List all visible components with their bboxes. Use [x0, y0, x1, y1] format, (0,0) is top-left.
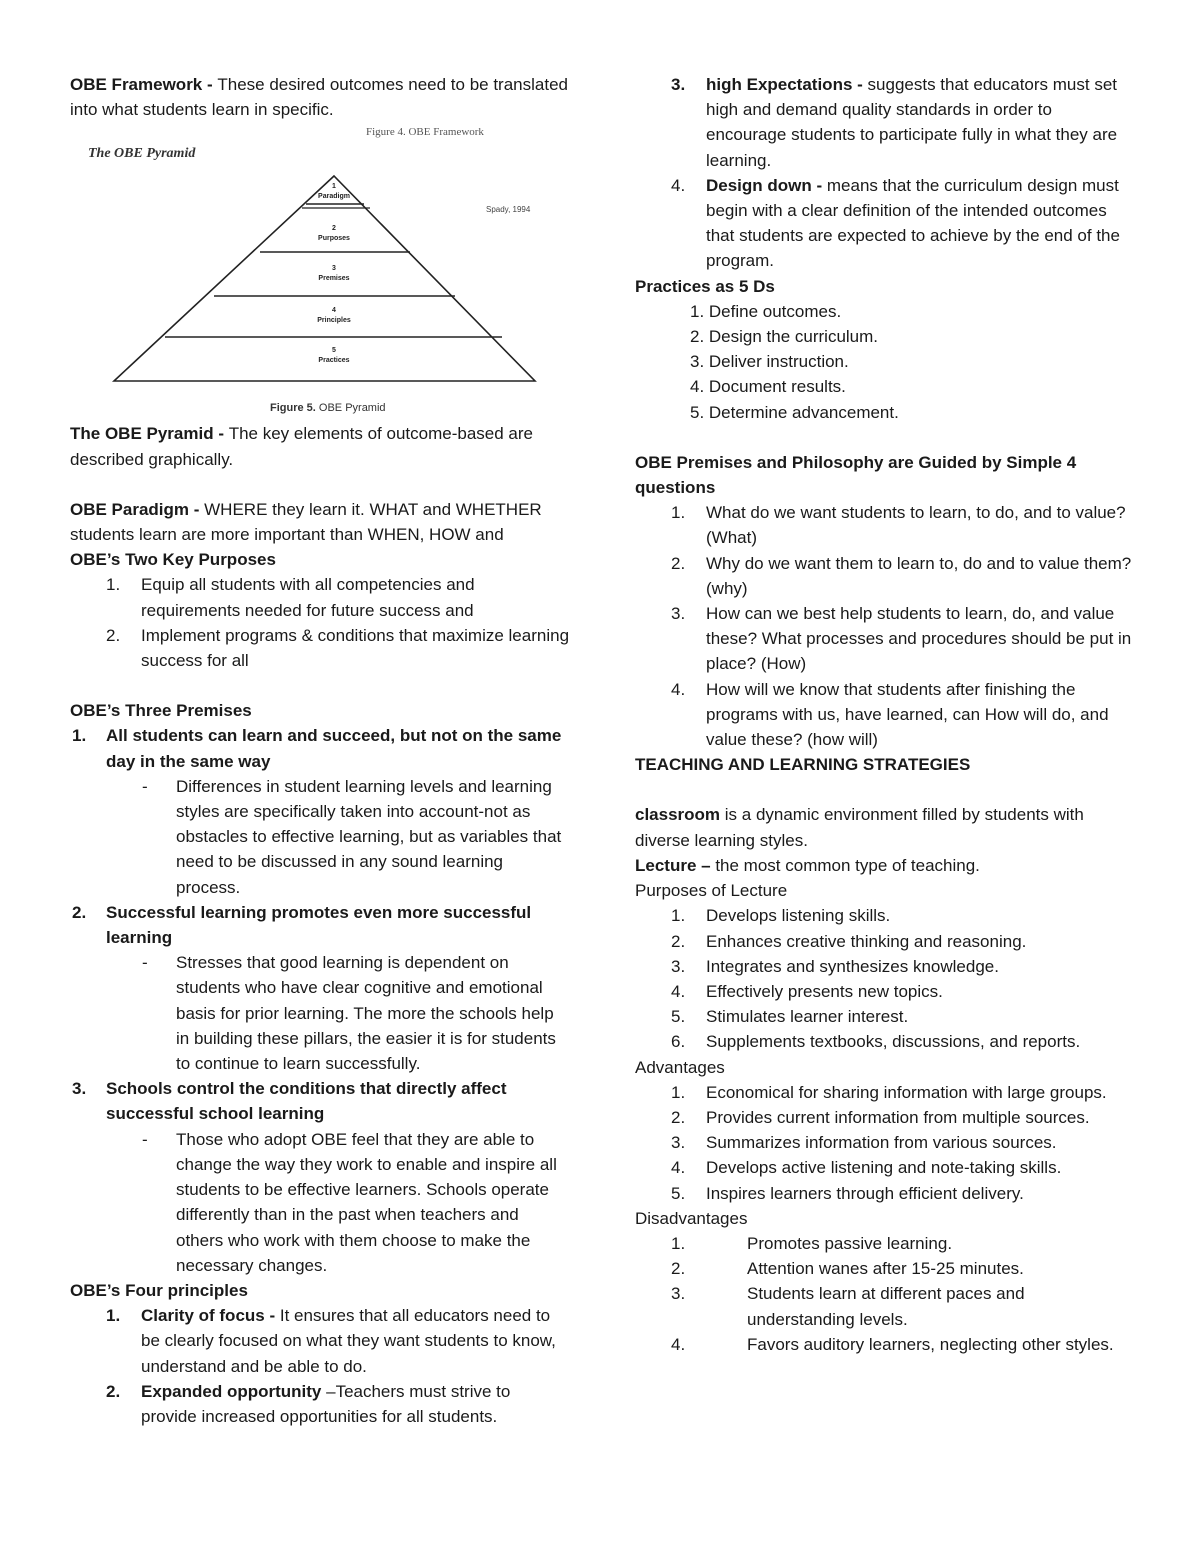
principles-heading: OBE’s Four principles [70, 1280, 248, 1300]
principle-item: 3. high Expectations - suggests that educators must set high and demand quality standards in order to encourage students to participate fully in what they are learning. [671, 75, 1118, 170]
tier-1: 1 Paradigm [318, 183, 350, 201]
premise-detail: - Stresses that good learning is dependent on students who have clear cognitive and emotional basis for prior learning. The more the schools help in building these pillars, the easier it is for students to continue to learn successfully. [142, 953, 556, 1074]
framework-paragraph [70, 72, 570, 122]
list-item: 4. Document results. [690, 377, 846, 397]
premise-item: 2. Successful learning promotes even more successful learning [72, 902, 532, 948]
list-item: 6. Supplements textbooks, discussions, and reports. [671, 1032, 1081, 1052]
lecture-paragraph: Lecture – the most common type of teaching. [635, 855, 980, 875]
list-item: 5. Inspires learners through efficient delivery. [671, 1183, 1024, 1203]
framework-label: OBE Framework - [70, 75, 218, 94]
advantages-heading: Advantages [635, 1057, 725, 1077]
list-item: 3. Deliver instruction. [690, 352, 849, 372]
question-item: 1. What do we want students to learn, to do, and to value? (What) [671, 503, 1126, 548]
figure-source: Spady, 1994 [486, 205, 531, 215]
disadvantages-heading: Disadvantages [635, 1208, 748, 1228]
practices-heading: Practices as 5 Ds [635, 276, 775, 296]
principle-item: 2. Expanded opportunity –Teachers must strive to provide increased opportunities for all students. [106, 1381, 511, 1426]
list-item: 5. Determine advancement. [690, 402, 899, 422]
paradigm-label: OBE Paradigm - [70, 499, 205, 519]
pyramid-paragraph [70, 421, 570, 471]
right-column [635, 72, 1135, 1357]
tier-2: 2 Purposes [318, 225, 350, 243]
tier-4: 4 Principles [317, 307, 351, 325]
list-item: 3. Students learn at different paces and understanding levels. [671, 1284, 1025, 1329]
list-item: 4. Develops active listening and note-taking skills. [671, 1158, 1062, 1178]
questions-heading: OBE Premises and Philosophy are Guided by Simple 4 questions [635, 452, 1077, 498]
list-item: 2. Design the curriculum. [690, 327, 879, 347]
list-item: 3. Integrates and synthesizes knowledge. [671, 956, 999, 976]
premise-item: 3. Schools control the conditions that directly affect successful school learning [72, 1079, 507, 1124]
list-item: 1. Economical for sharing information with large groups. [671, 1082, 1107, 1102]
classroom-paragraph: classroom is a dynamic environment filled by students with diverse learning styles. [635, 805, 1084, 850]
list-item: 5. Stimulates learner interest. [671, 1007, 909, 1027]
question-item: 3. How can we best help students to learn, do, and value these? What processes and procedures should be put in place? (How) [671, 604, 1132, 674]
framework-text: These desired outcomes need to be translated into what students learn in specific. [70, 75, 568, 120]
premise-item: 1. All students can learn and succeed, but not on the same day in the same way [72, 726, 562, 771]
left-column [70, 72, 570, 1429]
question-item: 4. How will we know that students after finishing the programs with us, have learned, can How will do, and value these? (how will) [671, 679, 1109, 750]
list-item: 1. Develops listening skills. [671, 906, 891, 926]
list-item: 3. Summarizes information from various sources. [671, 1133, 1057, 1153]
purposes-heading: OBE’s Two Key Purposes [70, 550, 276, 570]
list-item: 1. Promotes passive learning. [671, 1233, 953, 1253]
list-item: 2. Attention wanes after 15-25 minutes. [671, 1259, 1024, 1279]
list-item: 2. Enhances creative thinking and reasoning. [671, 931, 1027, 951]
tier-3: 3 Premises [318, 265, 350, 283]
list-item: 4. Favors auditory learners, neglecting other styles. [671, 1334, 1114, 1354]
principle-item: 4. Design down - means that the curriculum design must begin with a clear definition of the intended outcomes that students are expected to achieve by the end of the program. [671, 175, 1120, 271]
list-item: 1. Define outcomes. [690, 301, 842, 321]
premises-heading: OBE’s Three Premises [70, 701, 252, 721]
list-item: 2. Provides current information from multiple sources. [671, 1107, 1090, 1127]
figure-top-caption: Figure 4. OBE Framework [366, 126, 484, 139]
figure-caption: Figure 5. OBE Pyramid [270, 402, 386, 415]
list-item: 2. Implement programs & conditions that maximize learning success for all [106, 625, 570, 671]
pyramid-label: The OBE Pyramid - [70, 424, 229, 444]
premise-detail: - Differences in student learning levels and learning styles are specifically taken into account-not as obstacles to effective learning, but as variables that need to be discussed in any sound learning process. [142, 776, 562, 897]
list-item: 1. Equip all students with all competencies and requirements needed for future success and [106, 575, 475, 620]
list-item: 4. Effectively presents new topics. [671, 981, 943, 1001]
paradigm-text: WHERE they learn it. WHAT and WHETHER students learn are more important than WHEN, HOW and [70, 499, 542, 545]
question-item: 2. Why do we want them to learn to, do and to value them? (why) [671, 553, 1132, 598]
premise-detail: - Those who adopt OBE feel that they are able to change the way they work to enable and inspire all students to be effective learners. Schools operate differently than in the past when teachers and others who work with them choose to make the necessary changes. [142, 1129, 557, 1275]
paradigm-paragraph [70, 497, 570, 547]
figure-title: The OBE Pyramid [88, 146, 196, 162]
lecture-purposes-heading: Purposes of Lecture [635, 881, 788, 901]
strategies-heading: TEACHING AND LEARNING STRATEGIES [635, 755, 971, 775]
tier-5: 5 Practices [318, 347, 350, 365]
obe-pyramid-figure [70, 126, 540, 421]
pyramid-text: The key elements of outcome-based are described graphically. [70, 424, 533, 469]
principle-item: 1. Clarity of focus - It ensures that all educators need to be clearly focused on what they want students to know, understand and be able to do. [106, 1306, 556, 1376]
